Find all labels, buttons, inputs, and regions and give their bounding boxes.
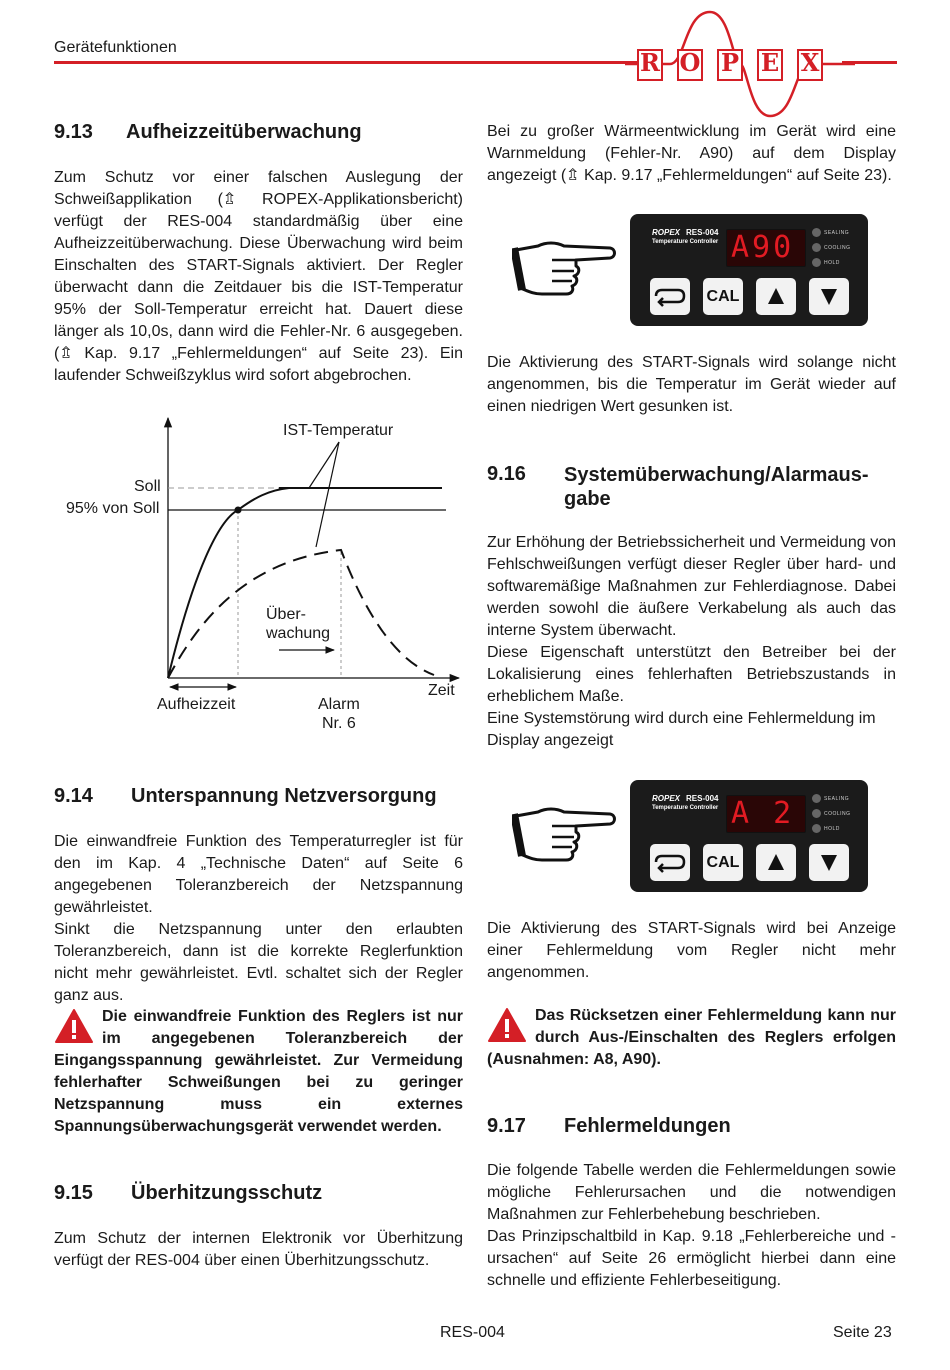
section-9-17-body-1: Die folgende Tabelle werden die Fehlermeldungen sowie mögliche Fehlerursachen und die notwendigen Maßnahmen zur Fehlerbehebung beschrieben. — [487, 1162, 896, 1223]
section-number: 9.13 — [54, 121, 93, 143]
return-arrow-icon — [650, 844, 690, 881]
section-title: Fehlermeldungen — [564, 1115, 731, 1137]
section-9-16-warning — [487, 1005, 896, 1071]
overheat-after: Die Aktivierung des START-Signals wird solange nicht angenommen, bis die Temperatur im Gerät wieder auf einen niedrigen Wert gesunken ist. — [487, 354, 896, 415]
warning-icon — [54, 1008, 94, 1044]
sealing-led — [812, 228, 821, 237]
section-number: 9.17 — [487, 1115, 526, 1137]
diagram-label-zeit: Zeit — [428, 682, 455, 699]
cal-button[interactable]: CAL — [703, 844, 743, 881]
triangle-down-icon — [809, 278, 849, 315]
diagram-label-ist: IST-Temperatur — [283, 422, 394, 439]
section-9-16-after: Die Aktivierung des START-Signals wird bei Anzeige einer Fehlermeldung vom Regler nicht mehr angenommen. — [487, 920, 896, 981]
logo-letter: R — [640, 48, 660, 77]
section-9-14-body-2: Sinkt die Netzspannung unter den erlaubten Toleranzbereich, dann ist die korrekte Reglerfunktion nicht mehr gewährleistet. Evtl. schaltet sich der Regler ganz aus. — [54, 921, 463, 1004]
section-title: Überhitzungsschutz — [131, 1182, 323, 1204]
section-number: 9.16 — [487, 463, 526, 485]
sealing-label: SEALING — [824, 796, 850, 802]
header-rule — [54, 61, 642, 64]
logo-letter: X — [800, 48, 820, 77]
controller-model: RES-004 — [686, 228, 719, 237]
section-9-17-body-2: Das Prinzipschaltbild in Kap. 9.18 „Fehlerbereiche und -ursachen“ auf Seite 26 ermöglicht hierbei dann eine schnelle und effiziente Fehlerbeseitigung. — [487, 1228, 896, 1289]
triangle-up-icon — [756, 278, 796, 315]
section-number: 9.14 — [54, 785, 93, 807]
controller-display — [726, 795, 806, 833]
logo-letter: O — [679, 48, 701, 77]
controller-subtitle: Temperature Controller — [652, 239, 719, 245]
pointing-hand-icon — [512, 238, 617, 300]
controller-brand: ROPEX — [652, 794, 681, 803]
section-9-16-heading — [487, 463, 896, 511]
triangle-up-icon — [756, 844, 796, 881]
sealing-led — [812, 794, 821, 803]
controller-brand: ROPEX — [652, 228, 681, 237]
diagram-label-ueber-2: wachung — [266, 625, 331, 642]
logo-letter: E — [760, 48, 780, 77]
sealing-label: SEALING — [824, 230, 850, 236]
diagram-label-95: 95% von Soll — [66, 500, 160, 517]
controller-model: RES-004 — [686, 794, 719, 803]
cooling-label: COOLING — [824, 811, 851, 817]
controller-panel-a90 — [630, 214, 868, 326]
section-number: 9.15 — [54, 1182, 93, 1204]
heating-time-diagram — [54, 410, 474, 755]
return-button[interactable] — [650, 844, 690, 881]
diagram-label-alarm-nr: Nr. 6 — [322, 715, 356, 732]
diagram-label-soll: Soll — [134, 478, 161, 495]
logo-letter: P — [720, 48, 740, 77]
section-9-16-body-1: Zur Erhöhung der Betriebssicherheit und Vermeidung von Fehlschweißungen verfügt dieser Regler über hard- und softwaremäßige Maßnahmen zur Fehlerdiagnose. Dabei werden sowohl die äußere Verkabelung als auch das interne System überwacht. — [487, 534, 896, 639]
section-9-14-warning — [54, 1006, 463, 1138]
section-9-13-heading — [54, 121, 463, 144]
ropex-logo-text — [638, 48, 868, 77]
footer-page: Seite 23 — [833, 1324, 892, 1341]
section-9-14-heading — [54, 785, 463, 808]
diagram-label-aufheizzeit: Aufheizzeit — [157, 696, 236, 713]
hold-label: HOLD — [824, 260, 840, 266]
warning-text: Das Rücksetzen einer Fehlermeldung kann nur durch Aus-/Einschalten des Reglers erfolgen (Ausnahmen: A8, A90). — [487, 1007, 896, 1068]
footer-doc: RES-004 — [440, 1324, 505, 1341]
section-9-15-body: Zum Schutz der internen Elektronik vor Überhitzung verfügt der RES-004 über einen Überhitzungsschutz. — [54, 1230, 463, 1269]
cooling-label: COOLING — [824, 245, 851, 251]
triangle-down-icon — [809, 844, 849, 881]
cooling-led — [812, 243, 821, 252]
hold-led — [812, 258, 821, 267]
display-value: A90 — [731, 230, 795, 265]
controller-subtitle: Temperature Controller — [652, 805, 719, 811]
section-title-line-1: Systemüberwachung/Alarmaus- — [564, 464, 869, 486]
section-9-14-body-1: Die einwandfreie Funktion des Temperaturregler ist für den im Kap. 4 „Technische Daten“ auf Seite 6 angegebenen Toleranzbereich der Netzspannung gewährleistet. — [54, 833, 463, 916]
hold-label: HOLD — [824, 826, 840, 832]
display-value: A 2 — [731, 796, 795, 831]
controller-display — [726, 229, 806, 267]
section-9-15-heading — [54, 1182, 463, 1205]
pointing-hand-icon — [512, 804, 617, 866]
diagram-label-ueber-1: Über- — [266, 606, 307, 623]
warning-icon — [487, 1007, 527, 1043]
down-button[interactable] — [809, 844, 849, 881]
section-title: Aufheizzeitüberwachung — [126, 121, 362, 143]
controller-panel-a2 — [630, 780, 868, 892]
section-title-line-2: gabe — [564, 488, 611, 510]
up-button[interactable] — [756, 844, 796, 881]
cal-button[interactable]: CAL — [703, 278, 743, 315]
section-9-13-body: Zum Schutz vor einer falschen Auslegung der Schweißapplikation (⇬ ROPEX-Applikationsbericht) verfügt der RES-004 standardmäßig über eine Aufheizzeitüberwachung. Diese Überwachung wird beim Einschalten des START-Signals aktiviert. Der Regler überwacht dann die Zeitdauer bis die IST-Temperatur 95% der Soll-Temperatur erreicht hat. Dauert diese länger als 10,0s, dann wird die Fehler-Nr. 6 ausgegeben. (⇬ Kap. 9.17 „Fehlermeldungen“ auf Seite 23). Ein laufender Schweißzyklus wird sofort abgebrochen. — [54, 169, 463, 384]
section-9-16-body-2: Diese Eigenschaft unterstützt den Betreiber bei der Lokalisierung eines fehlerhaften Betriebszustands in erheblichem Maße. — [487, 644, 896, 705]
warning-text: Die einwandfreie Funktion des Reglers ist nur im angegebenen Toleranzbereich der Eingangsspannung gewährleistet. Zur Vermeidung fehlerhafter Schweißungen bei zu geringer Netzspannung muss ein externes Spannungsüberwachungsgerät verwendet werden. — [54, 1008, 463, 1135]
section-9-16-body-3: Eine Systemstörung wird durch eine Fehlermeldung im Display angezeigt — [487, 710, 876, 749]
section-9-17-heading — [487, 1115, 896, 1138]
hold-led — [812, 824, 821, 833]
section-title: Unterspannung Netzversorgung — [131, 785, 437, 807]
return-arrow-icon — [650, 278, 690, 315]
up-button[interactable] — [756, 278, 796, 315]
overheat-intro: Bei zu großer Wärmeentwicklung im Gerät wird eine Warnmeldung (Fehler-Nr. A90) auf dem Display angezeigt (⇬ Kap. 9.17 „Fehlermeldungen“ auf Seite 23). — [487, 123, 896, 184]
cooling-led — [812, 809, 821, 818]
down-button[interactable] — [809, 278, 849, 315]
diagram-label-alarm: Alarm — [318, 696, 360, 713]
return-button[interactable] — [650, 278, 690, 315]
header-title: Gerätefunktionen — [54, 39, 177, 56]
